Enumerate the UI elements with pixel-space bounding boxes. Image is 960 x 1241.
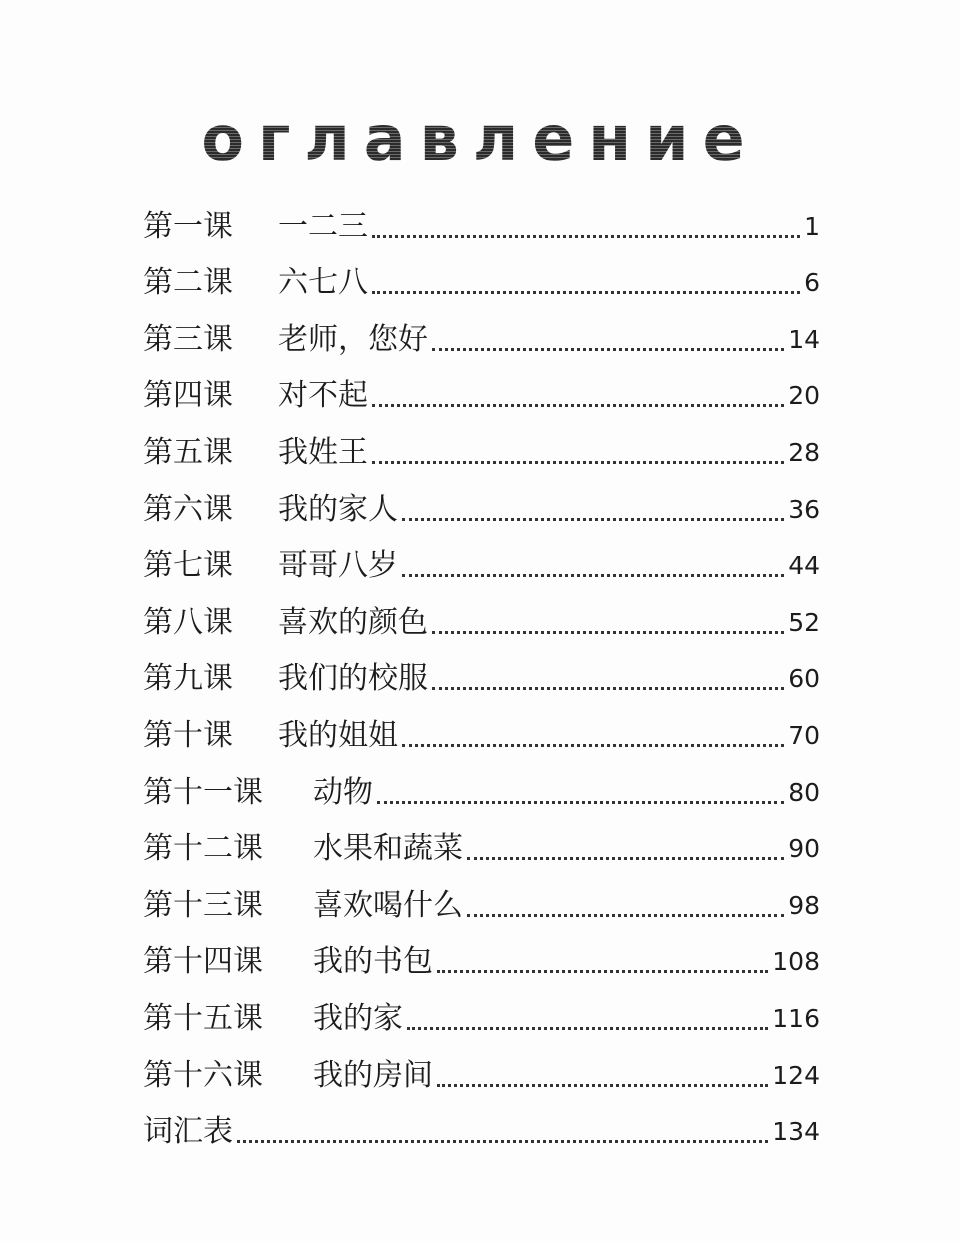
dot-leader <box>372 461 784 464</box>
toc-entry[interactable] <box>143 926 820 983</box>
dot-leader <box>402 744 784 747</box>
lesson-number: 第六课 <box>143 491 233 527</box>
lesson-number: 第一课 <box>143 208 233 244</box>
lesson-title: 我姓王 <box>278 434 368 470</box>
dot-leader <box>407 1027 768 1030</box>
page-number: 80 <box>788 777 820 807</box>
page-number: 70 <box>788 720 820 750</box>
toc-entry[interactable] <box>143 416 820 473</box>
lesson-number: 第九课 <box>143 661 233 697</box>
page-title: оглавление <box>0 104 960 174</box>
dot-leader <box>437 970 768 973</box>
toc-entry[interactable] <box>143 813 820 870</box>
dot-leader <box>372 291 800 294</box>
page-number: 90 <box>788 834 820 864</box>
table-of-contents <box>143 190 820 1152</box>
page-number: 20 <box>788 381 820 411</box>
toc-entry[interactable] <box>143 586 820 643</box>
lesson-title: 老师，您好 <box>278 321 428 357</box>
dot-leader <box>432 687 784 690</box>
lesson-number: 词汇表 <box>143 1114 233 1150</box>
lesson-number: 第三课 <box>143 321 233 357</box>
dot-leader <box>377 801 784 804</box>
page-number: 1 <box>804 211 820 241</box>
dot-leader <box>237 1140 768 1143</box>
toc-entry[interactable] <box>143 699 820 756</box>
lesson-number: 第十课 <box>143 717 233 753</box>
dot-leader <box>402 574 784 577</box>
page-number: 134 <box>772 1117 820 1147</box>
toc-entry[interactable] <box>143 360 820 417</box>
toc-entry[interactable] <box>143 473 820 530</box>
dot-leader <box>432 631 784 634</box>
lesson-title: 我的家 <box>313 1000 403 1036</box>
lesson-title: 喜欢的颜色 <box>278 604 428 640</box>
page-number: 36 <box>788 494 820 524</box>
toc-entry[interactable] <box>143 530 820 587</box>
page-number: 124 <box>772 1060 820 1090</box>
lesson-number: 第十三课 <box>143 887 263 923</box>
lesson-title: 一二三 <box>278 208 368 244</box>
page-number: 44 <box>788 551 820 581</box>
lesson-number: 第十二课 <box>143 831 263 867</box>
dot-leader <box>467 857 784 860</box>
page-number: 116 <box>772 1003 820 1033</box>
lesson-number: 第十五课 <box>143 1000 263 1036</box>
lesson-title: 对不起 <box>278 378 368 414</box>
lesson-number: 第四课 <box>143 378 233 414</box>
lesson-title: 动物 <box>313 774 373 810</box>
toc-entry[interactable] <box>143 643 820 700</box>
toc-entry[interactable] <box>143 869 820 926</box>
lesson-number: 第十六课 <box>143 1057 263 1093</box>
toc-entry[interactable] <box>143 303 820 360</box>
dot-leader <box>372 235 800 238</box>
lesson-number: 第十四课 <box>143 944 263 980</box>
toc-entry[interactable] <box>143 1039 820 1096</box>
toc-entry[interactable] <box>143 982 820 1039</box>
page-number: 98 <box>788 890 820 920</box>
dot-leader <box>402 518 784 521</box>
lesson-number: 第八课 <box>143 604 233 640</box>
lesson-number: 第七课 <box>143 548 233 584</box>
page-number: 6 <box>804 268 820 298</box>
page-number: 108 <box>772 947 820 977</box>
dot-leader <box>432 348 784 351</box>
page-number: 60 <box>788 664 820 694</box>
toc-entry[interactable] <box>143 756 820 813</box>
toc-entry[interactable] <box>143 190 820 247</box>
lesson-number: 第十一课 <box>143 774 263 810</box>
lesson-title: 我们的校服 <box>278 661 428 697</box>
lesson-title: 我的房间 <box>313 1057 433 1093</box>
page-number: 28 <box>788 437 820 467</box>
page-number: 52 <box>788 607 820 637</box>
lesson-title: 我的书包 <box>313 944 433 980</box>
lesson-title: 我的家人 <box>278 491 398 527</box>
lesson-title: 喜欢喝什么 <box>313 887 463 923</box>
lesson-number: 第二课 <box>143 265 233 301</box>
toc-entry[interactable] <box>143 247 820 304</box>
lesson-title: 哥哥八岁 <box>278 548 398 584</box>
toc-entry[interactable] <box>143 1096 820 1153</box>
dot-leader <box>437 1084 768 1087</box>
lesson-title: 六七八 <box>278 265 368 301</box>
lesson-title: 我的姐姐 <box>278 717 398 753</box>
lesson-number: 第五课 <box>143 434 233 470</box>
dot-leader <box>467 914 784 917</box>
dot-leader <box>372 404 784 407</box>
lesson-title: 水果和蔬菜 <box>313 831 463 867</box>
page-number: 14 <box>788 324 820 354</box>
